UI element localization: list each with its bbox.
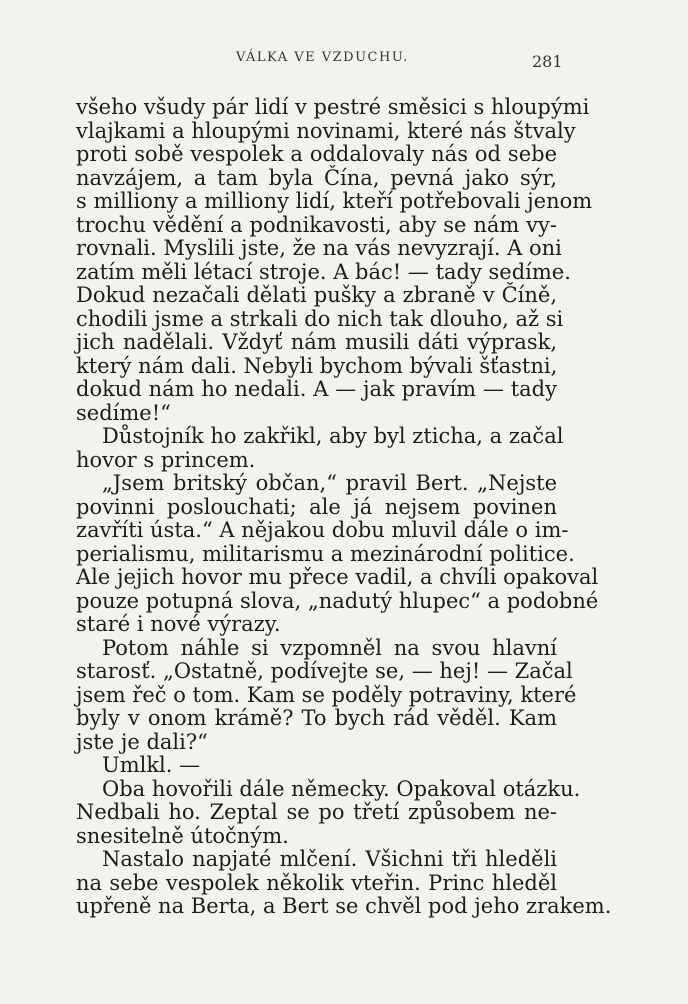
- text-line: starosť. „Ostatně, podívejte se, — hej! — Začal: [76, 659, 573, 683]
- text-line: Potom náhle si vzpomněl na svou hlavní: [102, 635, 557, 660]
- text-line: proti sobě vespolek a oddalovaly nás od sebe: [76, 142, 557, 166]
- text-line: s milliony a milliony lidí, kteří potřebovali jenom: [76, 189, 593, 213]
- text-line: navzájem, a tam byla Čína, pevná jako sýr,: [76, 165, 557, 190]
- text-line: sedíme!“: [76, 400, 171, 425]
- text-line: na sebe vespolek několik vteřin. Princ hleděl: [76, 870, 557, 895]
- text-line: jste je dali?“: [76, 729, 208, 754]
- text-line: Nedbali ho. Zeptal se po třetí způsobem ne-: [76, 800, 557, 824]
- text-line: Umlkl. —: [102, 753, 201, 777]
- text-line: Ale jejich hovor mu přece vadil, a chvíli opakoval: [76, 565, 599, 589]
- text-line: jich nadělali. Vždyť nám musili dáti výprask,: [76, 330, 557, 354]
- text-line: rovnali. Myslili jste, že na vás nevyzrají. A oni: [76, 236, 562, 260]
- text-line: Důstojník ho zakřikl, aby byl zticha, a začal: [102, 424, 564, 448]
- text-line: trochu vědění a podnikavosti, aby se nám vy-: [76, 212, 557, 237]
- text-line: povinni poslouchati; ale já nejsem povinen: [76, 494, 557, 519]
- text-line: hovor s princem.: [76, 447, 256, 472]
- text-line: „Jsem britský občan,“ pravil Bert. „Nejste: [102, 471, 557, 495]
- text-line: Oba hovořili dále německy. Opakoval otázku.: [102, 776, 581, 801]
- text-line: upřeně na Berta, a Bert se chvěl pod jeho zrakem.: [76, 894, 612, 918]
- text-line: perialismu, militarismu a mezinárodní politice.: [76, 541, 575, 566]
- text-line: byly v onom krámě? To bych rád věděl. Kam: [76, 706, 557, 730]
- text-line: který nám dali. Nebyli bychom bývali šťastni,: [76, 353, 558, 378]
- text-line: zatím měli létací stroje. A bác! — tady sedíme.: [76, 259, 571, 284]
- page-number: 281: [532, 52, 563, 71]
- body-text: [76, 95, 612, 919]
- text-line: všeho všudy pár lidí v pestré směsici s hloupými: [76, 95, 590, 119]
- text-line: vlajkami a hloupými novinami, které nás štvaly: [76, 118, 576, 143]
- text-line: jsem řeč o tom. Kam se poděly potraviny, které: [76, 682, 577, 707]
- text-line: pouze potupná slova, „nadutý hlupec“ a podobné: [76, 588, 599, 613]
- text-line: Dokud nezačali dělati pušky a zbraně v Číně,: [76, 283, 557, 307]
- text-line: staré i nové výrazy.: [76, 612, 281, 636]
- text-line: dokud nám ho nedali. A — jak pravím — tady: [76, 377, 557, 401]
- running-head: VÁLKA VE VZDUCHU.: [236, 50, 409, 65]
- text-line: chodili jsme a strkali do nich tak dlouho, až si: [76, 306, 564, 331]
- text-line: Nastalo napjaté mlčení. Všichni tři hleděli: [102, 847, 557, 871]
- text-line: zavříti ústa.“ A nějakou dobu mluvil dále o im-: [76, 518, 569, 542]
- text-line: snesitelně útočným.: [76, 823, 289, 848]
